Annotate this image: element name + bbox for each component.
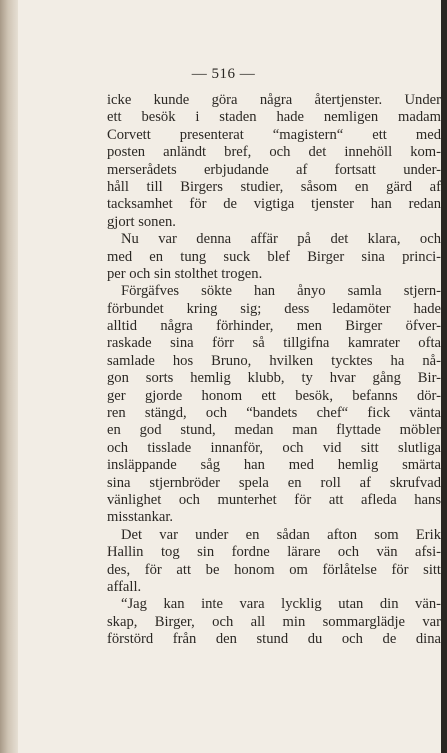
text-line: des, för att be honom om förlåtelse för sitt bbox=[107, 561, 441, 578]
text-line: insläppande såg han med hemlig smärta bbox=[107, 457, 441, 474]
text-line: samlade hos Bruno, hvilken tycktes ha nå- bbox=[107, 352, 441, 369]
text-line: Hallin tog sin fordne lärare och vän afsi- bbox=[107, 544, 441, 561]
text-line: tacksamhet för de vigtiga tjenster han redan bbox=[107, 196, 441, 213]
text-line: Corvett presenterat “magistern“ ett med bbox=[107, 126, 441, 143]
text-line: misstankar. bbox=[107, 509, 174, 526]
body-text bbox=[107, 92, 441, 649]
text-line: “Jag kan inte vara lycklig utan din vän- bbox=[121, 596, 441, 613]
text-line: med en tung suck blef Birger sina princi- bbox=[107, 248, 441, 265]
text-line: Förgäfves sökte han ånyo samla stjern- bbox=[121, 283, 441, 300]
text-line: gjort sonen. bbox=[107, 213, 176, 230]
text-line: alltid några förhinder, men Birger öfver- bbox=[107, 318, 441, 335]
text-line: gon sorts hemlig klubb, ty hvar gång Bir- bbox=[107, 370, 441, 387]
text-line: ger gjorde honom ett besök, befanns dör- bbox=[107, 387, 441, 404]
text-line: och tisslade innanför, och vid sitt slutliga bbox=[107, 439, 441, 456]
text-line: håll till Birgers studier, såsom en gärd af bbox=[107, 178, 441, 195]
text-line: raskade sina förr så tillgifna kamrater ofta bbox=[107, 335, 441, 352]
text-line: en god stund, medan man flyttade möbler bbox=[107, 422, 441, 439]
text-line: förbundet kring sig; dess ledamöter hade bbox=[107, 300, 441, 317]
text-line: posten anländt bref, och det innehöll kom- bbox=[107, 144, 441, 161]
text-line: ett besök i staden hade nemligen madam bbox=[107, 109, 441, 126]
text-line: Det var under en sådan afton som Erik bbox=[121, 526, 441, 543]
text-line: icke kunde göra några återtjenster. Under bbox=[107, 92, 441, 108]
text-line: förstörd från den stund du och de dina bbox=[107, 631, 441, 648]
text-line: Nu var denna affär på det klara, och bbox=[121, 231, 441, 248]
binding-shadow bbox=[0, 0, 18, 753]
text-line: skap, Birger, och all min sommarglädje var bbox=[107, 613, 441, 630]
text-line: vänlighet och munterhet för att afleda hans bbox=[107, 491, 441, 508]
text-line: ren stängd, och “bandets chef“ fick vänta bbox=[107, 405, 441, 422]
page-number: — 516 — bbox=[191, 66, 256, 82]
text-line: per och sin stolthet trogen. bbox=[107, 265, 263, 282]
text-line: affall. bbox=[107, 578, 142, 595]
text-line: sina stjernbröder spela en roll af skrufvad bbox=[107, 474, 441, 491]
page-edge bbox=[441, 0, 447, 753]
text-line: merserådets erbjudande af fortsatt under- bbox=[107, 161, 441, 178]
